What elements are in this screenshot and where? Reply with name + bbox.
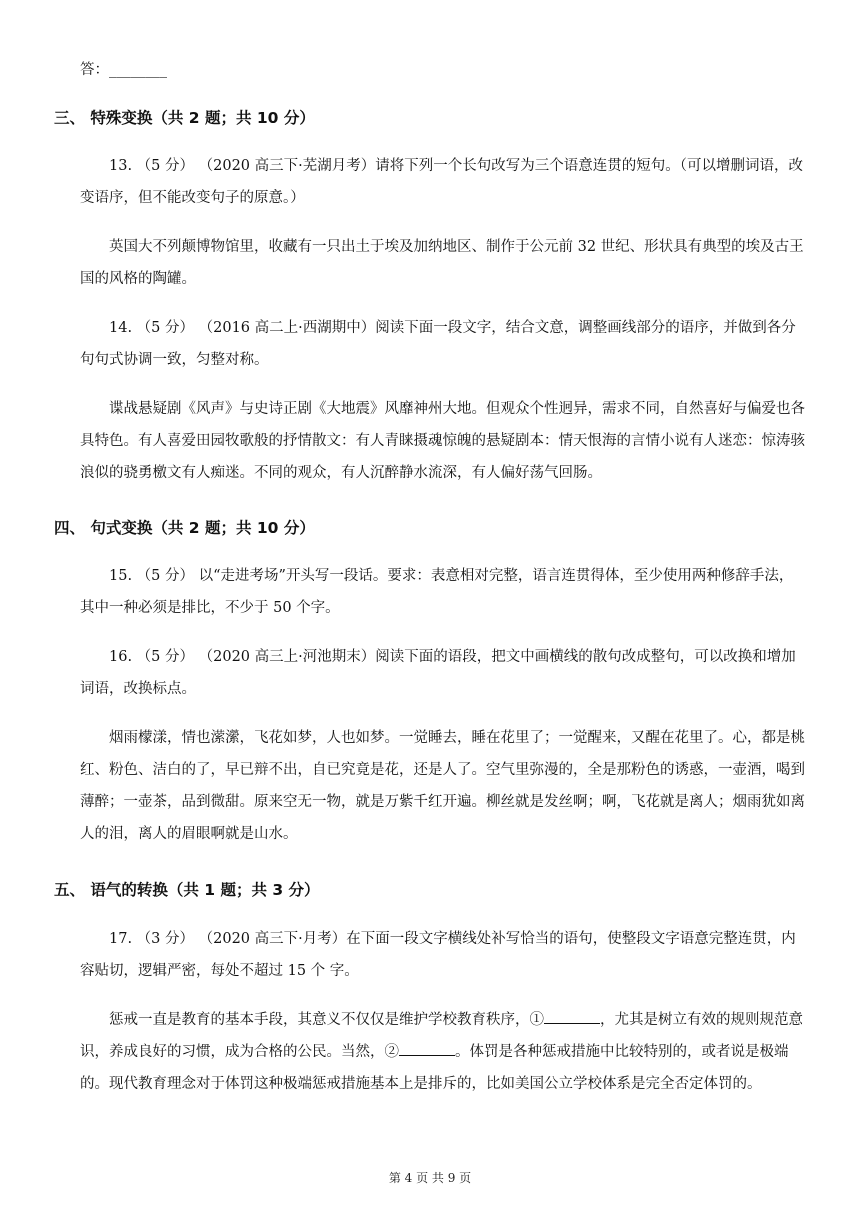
question-17-passage: 惩戒一直是教育的基本手段，其意义不仅仅是维护学校教育秩序，① ，尤其是树立有效的规则规范意识，养成良好的习惯，成为合格的公民。当然，② 。体罚是各种惩戒措施中比较特别的，或者说是极端的。现代教育理念对于体罚这种极端惩戒措施基本上是排斥的，比如美国公立学校体系是完全否定体罚的。 xyxy=(80,1004,807,1100)
question-17-stem: 17. （3 分） （2020 高三下·月考）在下面一段文字横线处补写恰当的语句，使整段文字语意完整连贯，内容贴切，逻辑严密，每处不超过 15 个 字。 xyxy=(80,931,796,979)
fill-blank-1[interactable] xyxy=(544,1009,600,1024)
question-13-stem: 13. （5 分） （2020 高三下·芜湖月考）请将下列一个长句改写为三个语意连贯的短句。（可以增删词语，改变语序，但不能改变句子的原意。） xyxy=(80,158,803,206)
answer-line: 答：________ xyxy=(80,62,167,78)
fill-blank-2[interactable] xyxy=(399,1041,455,1056)
question-14-stem: 14. （5 分） （2016 高二上·西湖期中）阅读下面一段文字，结合文意，调整画线部分的语序，并做到各分句句式协调一致，匀整对称。 xyxy=(80,320,796,368)
section-heading-4: 四、 句式变换（共 2 题；共 10 分） xyxy=(54,519,315,537)
section-heading-3: 三、 特殊变换（共 2 题；共 10 分） xyxy=(54,109,315,127)
page-footer: 第 4 页 共 9 页 xyxy=(388,1171,472,1185)
section-heading-5: 五、 语气的转换（共 1 题；共 3 分） xyxy=(54,881,320,899)
question-15-stem: 15. （5 分） 以“走进考场”开头写一段话。要求：表意相对完整，语言连贯得体，至少使用两种修辞手法，其中一种必须是排比，不少于 50 个字。 xyxy=(80,568,794,616)
question-16-passage: 烟雨檬漾，情也潆瀠，飞花如梦，人也如梦。一觉睡去，睡在花里了；一觉醒来，又醒在花里了。心，都是桃红、粉色、洁白的了，早已辩不出，自已究竟是花，还是人了。空气里弥漫的，全是那粉色的诱惑，一壶酒，喝到薄醉；一壶茶，品到微甜。原来空无一物，就是万紫千红开遍。柳丝就是发丝啊；啊，飞花就是离人；烟雨犹如离人的泪，离人的眉眼啊就是山水。 xyxy=(80,730,805,842)
question-14-passage: 谍战悬疑剧《风声》与史诗正剧《大地震》风靡神州大地。但观众个性迥异，需求不同，自然喜好与偏爱也各具特色。有人喜爱田园牧歌般的抒情散文：有人青睐摄魂惊魄的悬疑剧本：情天恨海的言情小说有人迷恋：惊涛骇浪似的骁勇檄文有人痴迷。不同的观众，有人沉醉静水流深，有人偏好荡气回肠。 xyxy=(80,401,805,481)
question-13-passage: 英国大不列颠博物馆里，收藏有一只出土于埃及加纳地区、制作于公元前 32 世纪、形状具有典型的埃及古王国的风格的陶罐。 xyxy=(80,239,804,287)
question-16-stem: 16. （5 分） （2020 高三上·河池期末）阅读下面的语段，把文中画横线的散句改成整句，可以改换和增加词语，改换标点。 xyxy=(80,649,796,697)
